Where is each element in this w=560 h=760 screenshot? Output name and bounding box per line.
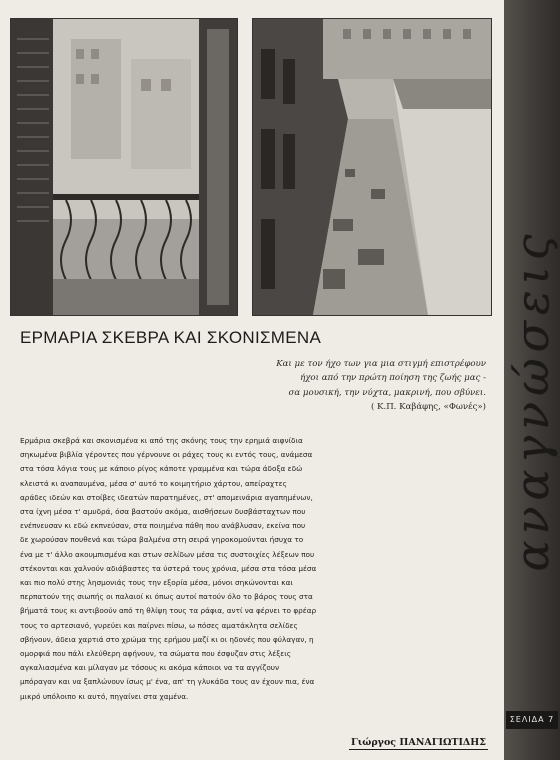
article-body <box>20 434 488 704</box>
epigraph <box>126 357 486 415</box>
body-line: μπόραγαν και να ξαπλώνουν ίσως μ' ένα, απ' τη γλυκάδα τους αν έχουν πια, ένα <box>20 677 315 687</box>
body-line: περπατούν της σιωπής οι παλαιοί κι όπως αυτοί πατούν όλο το βάρος τους στα <box>20 592 313 602</box>
body-line: στα ίχνη μέσα τ' αμυδρά, όσα βαστούν ακόμα, αισθήσεων δυσβάσταχτων που <box>20 507 306 517</box>
page-number-label: ΣΕΛΙΔΑ 7 <box>506 711 558 729</box>
body-line: σβήνουν, άδεια χαρτιά στο χρώμα της ερήμου μαζί κι οι ηδονές που φύλαγαν, η <box>20 634 314 644</box>
body-line: τους το αρτεσιανό, γυρεύει και παίρνει πίσω, ω πόσες αματάκλητα σελίδες <box>20 620 298 630</box>
body-line: στέκονται και χαλνούν αδιάβαστες τα ύστερά τους χρόνια, μέσα στα τόσα μέσα <box>20 563 317 573</box>
epigraph-line: Και με τον ήχο των για μια στιγμή επιστρέφουν <box>276 359 486 369</box>
epigraph-line: ήχοι από την πρώτη ποίηση της ζωής μας - <box>300 373 486 384</box>
body-line: και πιο πολύ στης λησμονιάς τους την εξορία μέσα, μόνοι σηκώνονται και <box>20 578 293 588</box>
courtyard-photo <box>252 18 492 316</box>
body-line: δε χωρούσαν πουθενά και τώρα βαλμένα στη σειρά γηροκομούνται ήσυχα το <box>20 535 304 545</box>
body-line: αράδες ιδεών και στοίβες ιδεατών παρατημένες, στ' απομεινάρια αγαπημένων, <box>20 492 313 502</box>
body-line: στα τόσα λόγια τους με κάποιο ρίγος κάποτε γραμμένα και τώρα άδοξα εδώ <box>20 464 303 474</box>
epigraph-citation: ( Κ.Π. Καβάφης, «Φωνές») <box>370 402 486 413</box>
author-name: Γιώργος ΠΑΝΑΓΙΩΤΙΔΗΣ <box>350 737 486 748</box>
section-side-band <box>504 0 560 760</box>
window-balcony-photo <box>10 18 238 316</box>
article-title: ΕΡΜΑΡΙΑ ΣΚΕΒΡΑ ΚΑΙ ΣΚΟΝΙΣΜΕΝΑ <box>20 328 322 347</box>
body-line: ενέπνευσαν κι εδώ εκπνεύσαν, στα ποιημένα πάθη που ανάβλυσαν, εκείνα που <box>20 521 306 531</box>
body-line: ομορφιά που πάλι ελεύθερη αφήνουν, τα σώματα που έσφυζαν στις λέξεις <box>20 649 291 659</box>
body-line: κλειστά κι αναπαυμένα, μέσα σ' αυτό το κοιμητήριο χάρτου, απείραχτες <box>20 478 287 488</box>
body-line: ένα με τ' άλλο ακουμπισμένα και στων σελίδων μέσα τις συστοιχίες λέξεων που <box>20 549 315 559</box>
body-line: βήματά τους κι αντιβοούν από τη θλίψη τους τα ράφια, αντί να φέρνει το φρέαρ <box>20 606 317 616</box>
body-line: Ερμάρια σκεβρά και σκονισμένα κι από της σκόνης τους την ερημιά αιφνίδια <box>20 436 303 445</box>
body-line: σηκωμένα βιβλία γέροντες που γέρνουνε οι ράχες τους κι εντός τους, ανάμεσα <box>20 450 313 460</box>
epigraph-line: σα μουσική, την νύχτα, μακρινή, που σβύνει. <box>288 387 486 398</box>
body-line: μικρό υπόλοιπο κι αυτό, πηγαίνει στα χαμένα. <box>20 691 189 701</box>
body-line: αγκαλιασμένα και μίλαγαν με τόσους κι ακόμα κάποιοι να τα αγγίζουν <box>20 663 280 673</box>
section-title-vertical: αναγνώσεις <box>505 228 559 572</box>
